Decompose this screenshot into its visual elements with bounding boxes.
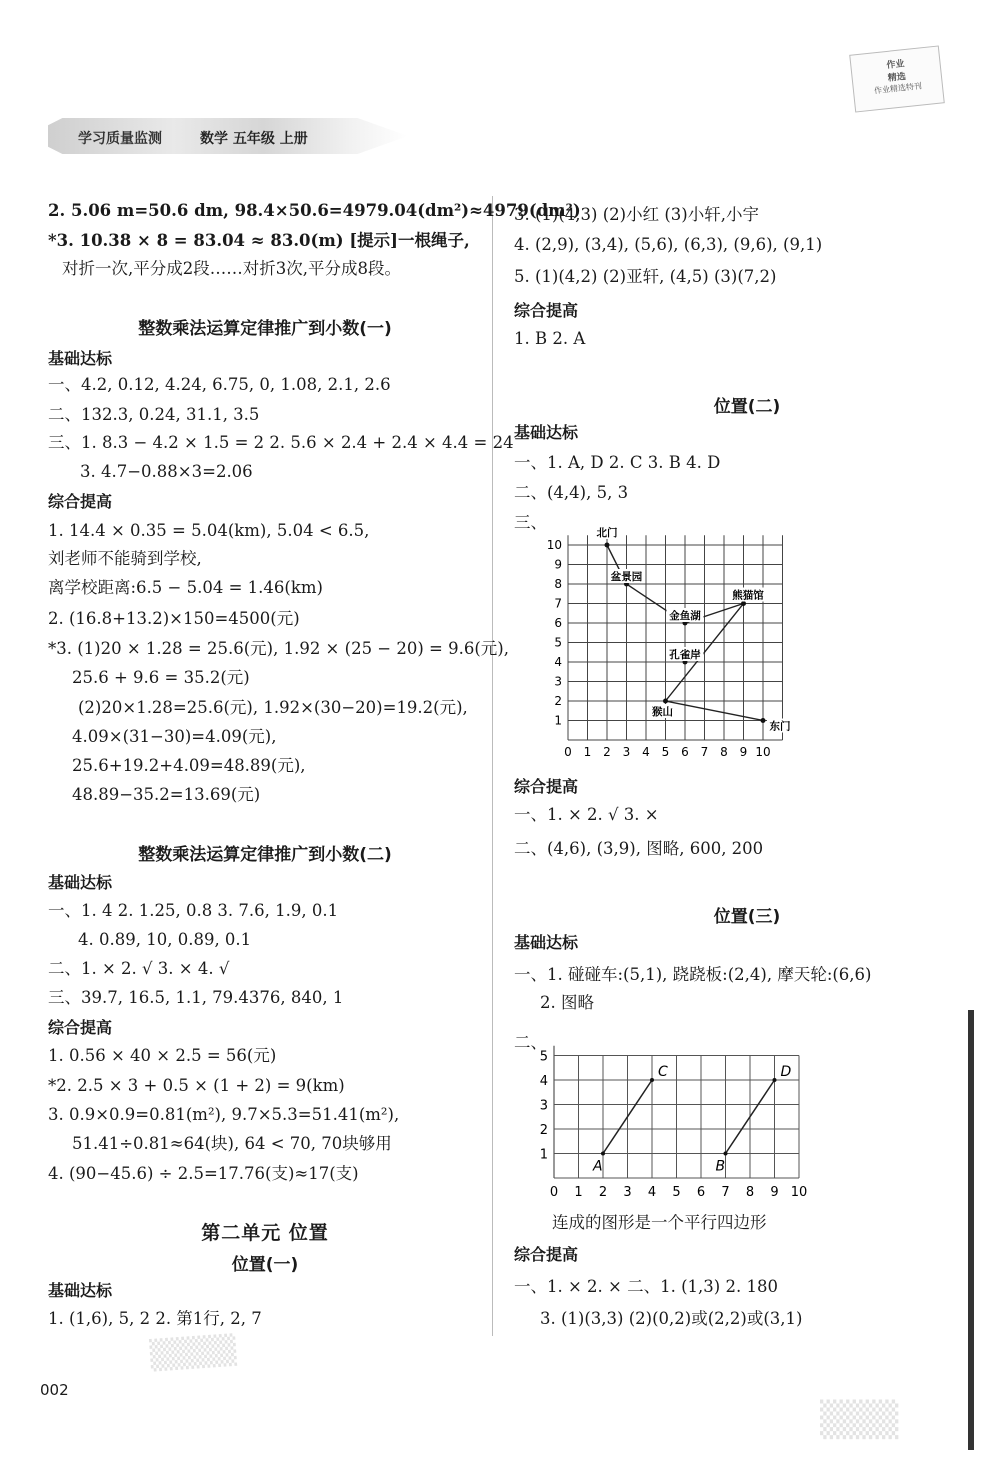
x-tick-label: 10 [790, 1185, 808, 1200]
section-title: 位置(一) [231, 1255, 299, 1275]
answer-line: 4. (2,9), (3,4), (5,6), (6,3), (9,6), (9,1) [514, 235, 823, 254]
y-tick-label: 5 [539, 1049, 548, 1065]
answer-line: 48.89−35.2=13.69(元) [72, 785, 261, 804]
place-label: 盆景园 [610, 571, 643, 583]
y-tick-label: 10 [546, 538, 562, 552]
answer-line: 1. (1,6), 5, 2 2. 第1行, 2, 7 [48, 1309, 262, 1328]
vertex-label: B [715, 1158, 726, 1175]
zoo-map-grid-chart [540, 520, 800, 770]
section-title: 位置(三) [713, 907, 781, 927]
vertex-point [650, 1078, 654, 1082]
x-tick-label: 5 [672, 1185, 681, 1200]
y-tick-label: 3 [554, 674, 562, 689]
place-label: 孔雀岸 [669, 649, 701, 661]
place-point [663, 699, 668, 704]
subsection-label: 基础达标 [514, 933, 579, 952]
place-point [741, 601, 746, 606]
answer-line: 一、1. 碰碰车:(5,1), 跷跷板:(2,4), 摩天轮:(6,6) [514, 965, 872, 984]
x-tick-label: 1 [574, 1185, 583, 1200]
x-tick-label: 9 [770, 1185, 779, 1200]
stamp-line-1: 作业 [886, 59, 906, 71]
y-tick-label: 4 [539, 1074, 548, 1089]
answer-line: 3. (1)(3,3) (2)(0,2)或(2,2)或(3,1) [540, 1309, 803, 1328]
answer-line: 4. (90−45.6) ÷ 2.5=17.76(支)≈17(支) [48, 1164, 359, 1183]
place-point [761, 718, 766, 723]
watermark-logo: ▒▒▒ [820, 1400, 899, 1440]
page-number: 002 [40, 1381, 69, 1399]
place-label: 猴山 [652, 706, 673, 718]
answer-line: 二、132.3, 0.24, 31.1, 3.5 [48, 405, 260, 424]
x-tick-label: 2 [598, 1185, 608, 1200]
subsection-label: 综合提高 [514, 777, 579, 796]
answer-line: 三、39.7, 16.5, 1.1, 79.4376, 840, 1 [48, 988, 344, 1007]
answer-line: 一、1. A, D 2. C 3. B 4. D [514, 453, 721, 472]
x-tick-label: 2 [603, 745, 611, 759]
vertex-point [773, 1078, 777, 1082]
vertex-label: C [658, 1064, 668, 1080]
answer-line: 一、4.2, 0.12, 4.24, 6.75, 0, 1.08, 2.1, 2.6 [48, 375, 391, 394]
subsection-label: 综合提高 [48, 1018, 113, 1037]
stamp-line-2: 精选 [887, 72, 907, 84]
answer-line: *3. (1)20 × 1.28 = 25.6(元), 1.92 × (25 − 20) = 9.6(元), [48, 639, 509, 658]
answer-line: 对折一次,平分成2段……对折3次,平分成8段。 [62, 259, 401, 278]
answer-line: 二、 [514, 1033, 547, 1052]
answer-line: 一、1. × 2. × 二、1. (1,3) 2. 180 [514, 1277, 778, 1296]
answer-line: *3. 10.38 × 8 = 83.04 ≈ 83.0(m) [提示]一根绳子, [48, 231, 470, 250]
x-tick-label: 1 [583, 745, 592, 759]
x-tick-label: 9 [739, 745, 748, 759]
subsection-label: 基础达标 [514, 423, 579, 442]
parallelogram-grid-chart [528, 1026, 818, 1211]
answer-line: 三、 [514, 513, 547, 532]
answer-line: 1. 0.56 × 40 × 2.5 = 56(元) [48, 1046, 277, 1065]
answer-line: 2. 图略 [540, 993, 594, 1012]
x-tick-label: 4 [647, 1185, 657, 1200]
y-tick-label: 5 [554, 635, 562, 650]
place-label: 东门 [769, 720, 791, 733]
page-edge-mark [968, 1010, 974, 1450]
answer-line: 25.6 + 9.6 = 35.2(元) [72, 668, 250, 687]
answer-line: 二、(4,6), (3,9), 图略, 600, 200 [514, 839, 764, 858]
watermark-stamp: ▒▒▒▒ [148, 1333, 238, 1372]
header-subject: 数学 五年级 上册 [200, 131, 308, 147]
x-tick-label: 6 [696, 1185, 706, 1200]
subsection-label: 综合提高 [48, 492, 113, 511]
place-label: 金鱼湖 [669, 610, 701, 622]
x-tick-label: 8 [745, 1185, 755, 1200]
vertex-point [724, 1152, 728, 1156]
place-label: 熊猫馆 [732, 589, 764, 602]
answer-line: 3. 4.7−0.88×3=2.06 [80, 462, 253, 481]
answer-line: 1. B 2. A [514, 329, 586, 348]
header-series-title: 学习质量监测 [78, 131, 162, 147]
place-point [605, 543, 610, 548]
section-title: 位置(二) [713, 397, 781, 417]
unit-title: 第二单元 位置 [201, 1222, 329, 1244]
conclusion-text: 连成的图形是一个平行四边形 [552, 1213, 767, 1232]
vertex-label: D [780, 1064, 792, 1080]
y-tick-label: 8 [554, 577, 562, 591]
answer-line: 一、1. × 2. √ 3. × [514, 805, 659, 824]
x-tick-label: 0 [564, 745, 572, 759]
x-tick-label: 6 [681, 745, 689, 759]
x-tick-label: 7 [721, 1185, 730, 1200]
subsection-label: 基础达标 [48, 349, 113, 368]
answer-line: *2. 2.5 × 3 + 0.5 × (1 + 2) = 9(km) [48, 1076, 345, 1095]
answer-line: 一、1. 4 2. 1.25, 0.8 3. 7.6, 1.9, 0.1 [48, 901, 339, 920]
x-tick-label: 0 [549, 1185, 559, 1200]
section-title: 整数乘法运算定律推广到小数(一) [138, 319, 392, 339]
y-tick-label: 2 [539, 1123, 548, 1138]
corner-stamp-logo [849, 45, 945, 112]
y-tick-label: 4 [554, 655, 562, 669]
answer-line: 4.09×(31−30)=4.09(元), [72, 727, 277, 746]
y-tick-label: 2 [554, 694, 562, 708]
section-title: 整数乘法运算定律推广到小数(二) [138, 845, 392, 865]
answer-line: 二、(4,4), 5, 3 [514, 483, 629, 502]
x-tick-label: 7 [700, 745, 709, 759]
subsection-label: 基础达标 [48, 1281, 113, 1300]
y-tick-label: 9 [554, 557, 562, 572]
place-label: 北门 [596, 527, 618, 539]
y-tick-label: 7 [554, 596, 562, 611]
answer-line: 二、1. × 2. √ 3. × 4. √ [48, 959, 230, 978]
answer-line: (2)20×1.28=25.6(元), 1.92×(30−20)=19.2(元), [78, 698, 468, 717]
y-tick-label: 3 [539, 1098, 548, 1114]
y-tick-label: 6 [554, 616, 562, 630]
answer-line: 2. 5.06 m=50.6 dm, 98.4×50.6=4979.04(dm²)≈4979(dm²) [48, 201, 581, 220]
answer-line: 4. 0.89, 10, 0.89, 0.1 [78, 930, 252, 949]
subsection-label: 基础达标 [48, 873, 113, 892]
stamp-line-3: 作业精选特刊 [873, 81, 923, 96]
answer-line: 51.41÷0.81≈64(块), 64 < 70, 70块够用 [72, 1134, 392, 1153]
answer-line: 1. 14.4 × 0.35 = 5.04(km), 5.04 < 6.5, [48, 521, 370, 540]
x-tick-label: 5 [661, 745, 670, 759]
subsection-label: 综合提高 [514, 1245, 579, 1264]
x-tick-label: 8 [720, 745, 728, 759]
x-tick-label: 3 [622, 745, 631, 759]
answer-line: 3. 0.9×0.9=0.81(m²), 9.7×5.3=51.41(m²), [48, 1105, 400, 1124]
x-tick-label: 3 [623, 1185, 632, 1200]
answer-line: 三、1. 8.3 − 4.2 × 1.5 = 2 2. 5.6 × 2.4 + 2.4 × 4.4 = 24 [48, 433, 514, 452]
vertex-label: A [593, 1158, 603, 1175]
y-tick-label: 1 [539, 1147, 548, 1163]
vertex-point [601, 1152, 605, 1156]
answer-line: 2. (16.8+13.2)×150=4500(元) [48, 609, 300, 628]
x-tick-label: 4 [642, 745, 650, 759]
answer-line: 离学校距离:6.5 − 5.04 = 1.46(km) [48, 578, 323, 597]
subsection-label: 综合提高 [514, 301, 579, 320]
column-divider [492, 196, 493, 1336]
x-tick-label: 10 [755, 745, 771, 759]
answer-line: 3. (1)(4,3) (2)小红 (3)小轩,小宇 [514, 205, 759, 224]
answer-line: 5. (1)(4,2) (2)亚轩, (4,5) (3)(7,2) [514, 267, 777, 286]
y-tick-label: 1 [554, 713, 562, 728]
answer-line: 刘老师不能骑到学校, [48, 549, 202, 568]
answer-line: 25.6+19.2+4.09=48.89(元), [72, 756, 306, 775]
